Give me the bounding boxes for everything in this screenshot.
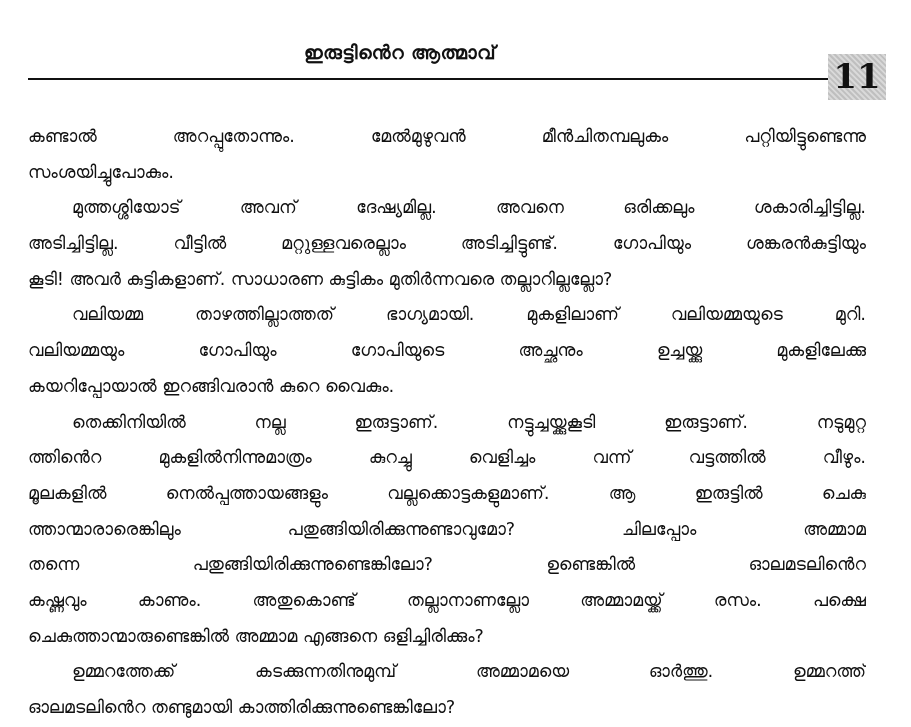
body-line: കണ്ടാൽ അറപ്പുതോന്നും. മേൽമുഴുവൻ മീൻചിതമ്പലുകം പറ്റിയിട്ടുണ്ടെന്നു xyxy=(28,127,866,147)
page-number: 11 xyxy=(833,57,881,97)
body-line: തെക്കിനിയിൽ നല്ല ഇരുട്ടാണ്. നട്ടുച്ചയ്ക്കുകൂടി ഇരുട്ടാണ്. നടുമുറ്റ xyxy=(72,412,866,433)
body-line: കൂടി! അവർ കുട്ടികളാണ്. സാധാരണ കുട്ടികം മുതിർന്നവരെ തല്ലാറില്ലല്ലോ? xyxy=(28,269,613,290)
body-text xyxy=(28,120,866,727)
body-line: കഷ്ണവും കാണും. അതുകൊണ്ട് തല്ലാനാണല്ലോ അമ്മാമയ്ക്ക് രസം. പക്ഷെ xyxy=(28,590,866,611)
body-line: തന്നെ പതുങ്ങിയിരിക്കുന്നുണ്ടെങ്കിലോ? ഉണ്ടെങ്കിൽ ഓലമടലിൻെറ xyxy=(28,555,866,576)
page-number-box xyxy=(828,54,886,100)
body-line: ഉമ്മറത്തേക്ക് കടക്കുന്നതിനുമുമ്പ് അമ്മാമയെ ഓർത്തു. ഉമ്മറത്ത് xyxy=(72,662,866,683)
body-line: മൂലകളിൽ നെൽപ്പത്തായങ്ങളും വല്ലക്കൊട്ടകളുമാണ്. ആ ഇരുട്ടിൽ ചെകു xyxy=(28,483,866,504)
body-line: മുത്തശ്ശിയോട് അവന് ദേഷ്യമില്ല. അവനെ ഒരിക്കലും ശകാരിച്ചിട്ടില്ല. xyxy=(72,198,866,219)
body-line: കയറിപ്പോയാൽ ഇറങ്ങിവരാൻ കുറെ വൈകും. xyxy=(28,376,395,397)
body-line: ത്തിൻെറ മുകളിൽനിന്നുമാത്രം കുറച്ചു വെളിച്ചം വന്ന് വട്ടത്തിൽ വീഴും. xyxy=(28,448,866,469)
body-line: ത്താന്മാരാരെങ്കിലും പതുങ്ങിയിരിക്കുന്നുണ്ടാവുമോ? ചിലപ്പോം അമ്മാമ xyxy=(28,519,866,540)
running-title: ഇരുട്ടിൻെറ ആത്മാവ് xyxy=(303,42,497,64)
body-line: അടിച്ചിട്ടില്ല. വീട്ടിൽ മറ്റുള്ളവരെല്ലാം അടിച്ചിട്ടുണ്ട്. ഗോപിയും ശങ്കരൻകുട്ടിയും xyxy=(28,234,866,255)
body-line: സംശയിച്ചുപോകും. xyxy=(28,162,174,183)
header-rule xyxy=(28,78,828,80)
body-line: ചെകുത്താന്മാരുണ്ടെങ്കിൽ അമ്മാമ എങ്ങനെ ഒളിച്ചിരിക്കും? xyxy=(28,626,484,647)
body-line: വലിയമ്മ താഴത്തില്ലാത്തത് ഭാഗ്യമായി. മുകളിലാണ് വലിയമ്മയുടെ മുറി. xyxy=(72,305,866,326)
body-line: ഓലമടലിൻെറ തണ്ടുമായി കാത്തിരിക്കുന്നുണ്ടെങ്കിലോ? xyxy=(28,698,456,718)
body-line: വലിയമ്മയും ഗോപിയും ഗോപിയുടെ അച്ഛനും ഉച്ചയ്ക്കു മുകളിലേക്കു xyxy=(28,341,866,362)
